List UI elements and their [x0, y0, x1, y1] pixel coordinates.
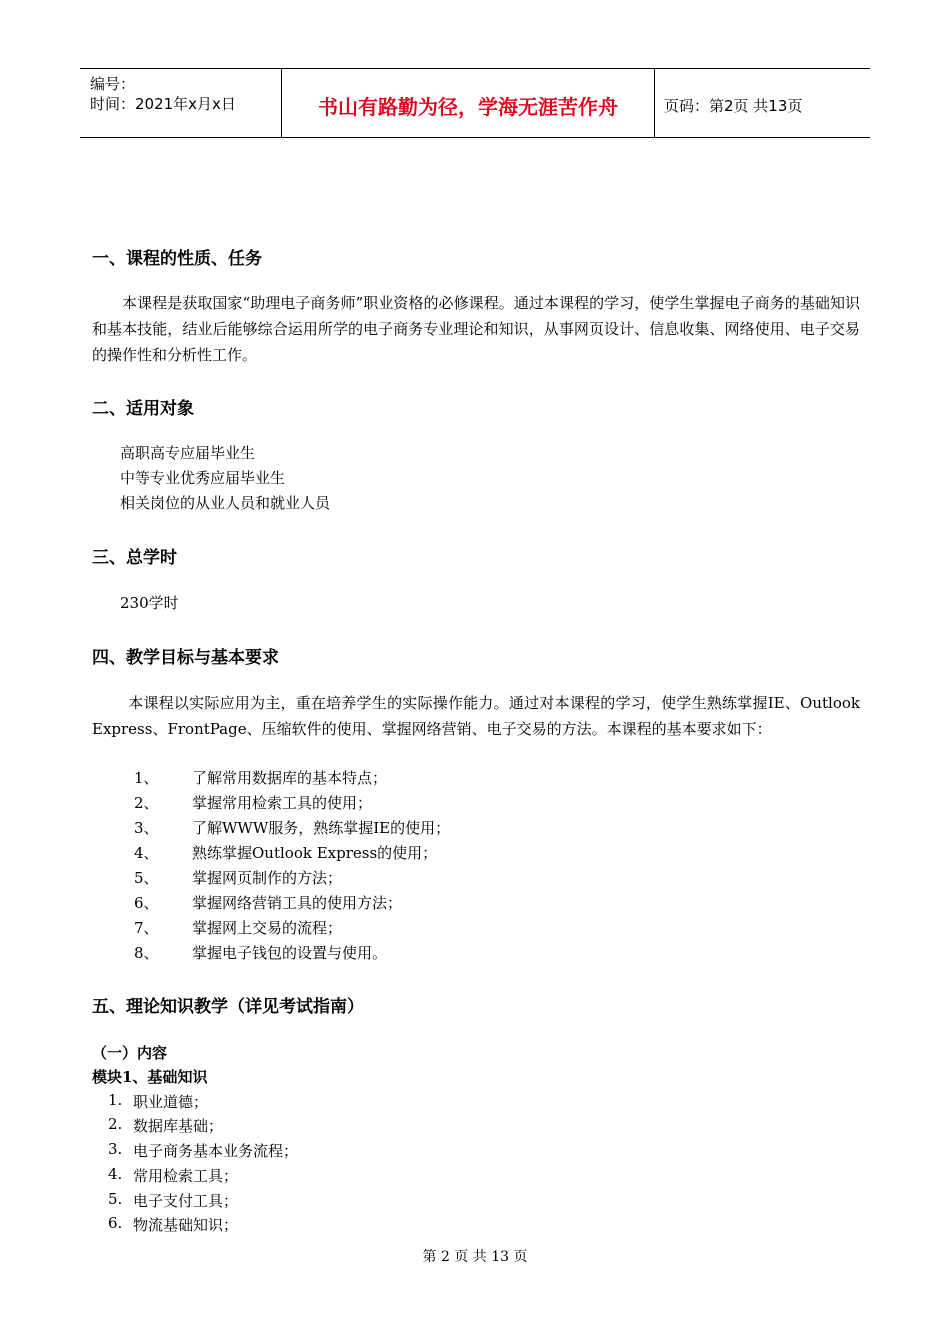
content-item: 常用检索工具； — [133, 1167, 239, 1185]
section-4-title: 四、教学目标与基本要求 — [92, 648, 279, 668]
requirement-number: 8、 — [134, 944, 159, 962]
header-divider-2 — [654, 69, 655, 137]
requirement-text: 了解WWW服务，熟练掌握IE的使用； — [192, 819, 451, 837]
requirement-text: 了解常用数据库的基本特点； — [192, 769, 388, 787]
audience-line-3: 相关岗位的从业人员和就业人员 — [120, 494, 331, 512]
content-number: 5. — [108, 1190, 123, 1208]
requirement-text: 掌握电子钱包的设置与使用。 — [192, 944, 388, 962]
requirement-number: 6、 — [134, 894, 159, 912]
section-1-title: 一、课程的性质、任务 — [92, 249, 262, 269]
requirement-text: 掌握网页制作的方法； — [192, 869, 343, 887]
requirement-number: 5、 — [134, 869, 159, 887]
requirement-number: 4、 — [134, 844, 159, 862]
page-header-table — [80, 68, 870, 138]
header-date: 时间：2021年x月x日 — [90, 95, 236, 113]
content-item: 电子支付工具； — [133, 1192, 239, 1210]
audience-line-1: 高职高专应届毕业生 — [120, 444, 256, 462]
requirement-text: 熟练掌握Outlook Express的使用； — [192, 844, 438, 862]
content-number: 2. — [108, 1115, 123, 1133]
requirement-text: 掌握网络营销工具的使用方法； — [192, 894, 403, 912]
content-number: 1. — [108, 1091, 123, 1109]
requirement-number: 7、 — [134, 919, 159, 937]
requirement-number: 1、 — [134, 769, 159, 787]
total-hours: 230学时 — [120, 594, 179, 612]
section-4-text: 本课程以实际应用为主，重在培养学生的实际操作能力。通过对本课程的学习，使学生熟练掌握IE、Outlook Express、FrontPage、压缩软件的使用、掌握网络营销、电子交易的方法。本课程的基本要求如下： — [92, 694, 860, 738]
header-number-label: 编号： — [90, 75, 136, 93]
requirement-number: 2、 — [134, 794, 159, 812]
section-2-title: 二、适用对象 — [92, 399, 194, 419]
section-4-paragraph — [92, 690, 860, 742]
content-number: 4. — [108, 1165, 123, 1183]
page-footer: 第 2 页 共 13 页 — [422, 1249, 528, 1265]
module-heading: 模块1、基础知识 — [92, 1068, 208, 1086]
requirement-text: 掌握常用检索工具的使用； — [192, 794, 373, 812]
section-1-text: 本课程是获取国家“助理电子商务师”职业资格的必修课程。通过本课程的学习，使学生掌握电子商务的基础知识和基本技能，结业后能够综合运用所学的电子商务专业理论和知识，从事网页设计、信息收集、网络使用、电子交易的操作性和分析性工作。 — [92, 294, 860, 364]
requirement-text: 掌握网上交易的流程； — [192, 919, 343, 937]
requirement-number: 3、 — [134, 819, 159, 837]
content-number: 3. — [108, 1140, 123, 1158]
header-page-info: 页码：第2页 共13页 — [664, 97, 803, 115]
content-item: 物流基础知识； — [133, 1216, 239, 1234]
section-3-title: 三、总学时 — [92, 548, 177, 568]
content-number: 6. — [108, 1214, 123, 1232]
content-item: 职业道德； — [133, 1093, 209, 1111]
section-5-title: 五、理论知识教学（详见考试指南） — [92, 997, 364, 1017]
content-subheading: （一）内容 — [92, 1044, 168, 1062]
section-1-paragraph — [92, 290, 860, 368]
content-item: 电子商务基本业务流程； — [133, 1142, 299, 1160]
content-item: 数据库基础； — [133, 1117, 224, 1135]
header-motto: 书山有路勤为径，学海无涯苦作舟 — [318, 95, 618, 119]
audience-line-2: 中等专业优秀应届毕业生 — [120, 469, 286, 487]
